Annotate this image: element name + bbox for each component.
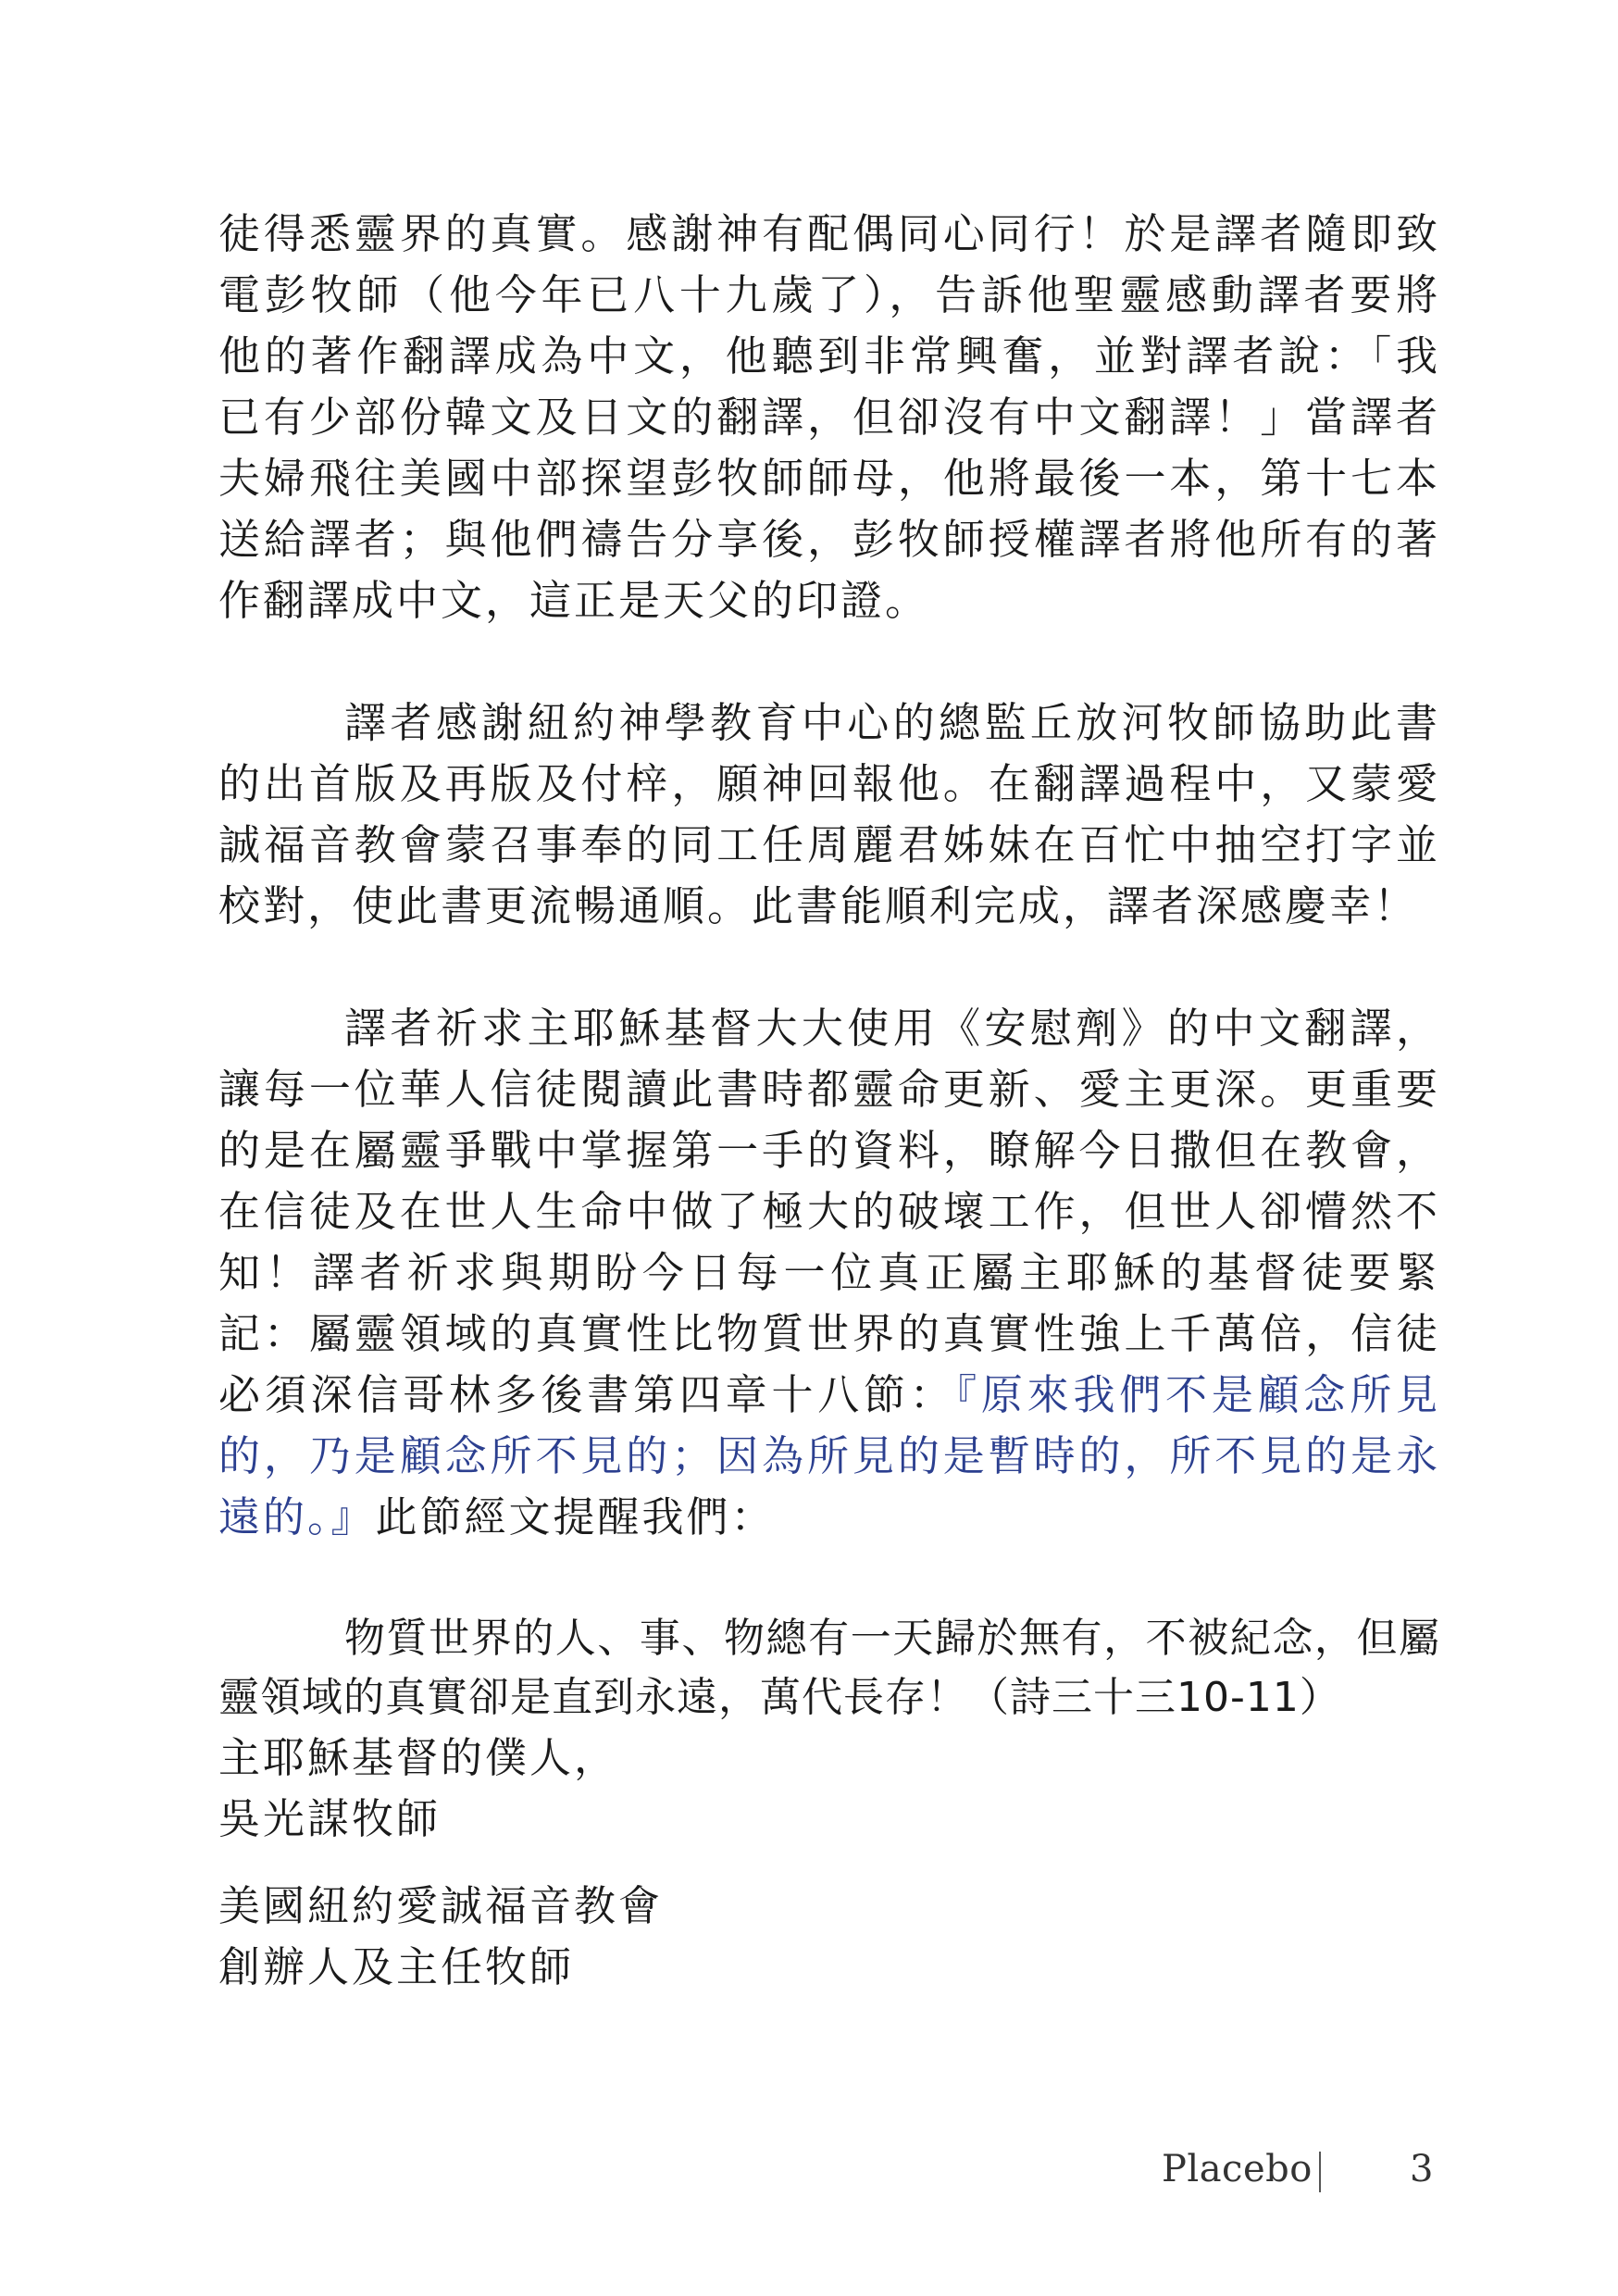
prayer-text: 譯者祈求主耶穌基督大大使用《安慰劑》的中文翻譯，讓每一位華人信徒閱讀此書時都靈命更新、愛主更深。更重要的是在屬靈爭戰中掌握第一手的資料，瞭解今日撒但在教會，在信徒及在世人生命中做了極大的破壞工作，但世人卻懵然不知！譯者祈求與期盼今日每一位真正屬主耶穌的基督徒要緊記：屬靈領域的真實性比物質世界的真實性強上千萬倍，信徒必須深信哥林多後書第四章十八節： <box>218 1004 1440 1419</box>
paragraph-reminder: 物質世界的人、事、物總有一天歸於無有，不被紀念，但屬靈領域的真實卻是直到永遠，萬代長存！（詩三十三10-11） <box>218 1615 1440 1721</box>
signature-role: 創辦人及主任牧師 <box>218 1942 575 1991</box>
scripture-quote: 『原來我們不是顧念所見的，乃是顧念所不見的；因為所見的是暫時的，所不見的是永遠的。』 <box>218 1370 1440 1541</box>
prayer-text-after: 此節經文提醒我們： <box>375 1492 776 1541</box>
paragraph-continuation: 徒得悉靈界的真實。感謝神有配偶同心同行！於是譯者隨即致電彭牧師（他今年已八十九歲了），告訴他聖靈感動譯者要將他的著作翻譯成為中文，他聽到非常興奮，並對譯者說：「我已有少部份韓文及日文的翻譯，但卻沒有中文翻譯！」當譯者夫婦飛往美國中部探望彭牧師師母，他將最後一本，第十七本送給譯者；與他們禱告分享後，彭牧師授權譯者將他所有的著作翻譯成中文，這正是天父的印證。 <box>218 209 1440 625</box>
paragraph-prayer <box>218 998 1440 1548</box>
page-footer <box>1162 2148 1439 2203</box>
footer-divider <box>1319 2152 1321 2192</box>
signature-closing: 主耶穌基督的僕人， <box>218 1733 619 1782</box>
page-body <box>218 204 1440 1998</box>
signature-name: 吳光謀牧師 <box>218 1794 442 1843</box>
page-number: 3 <box>1410 2148 1434 2190</box>
signature-church: 美國紐約愛誠福音教會 <box>218 1881 664 1930</box>
paragraph-acknowledgement: 譯者感謝紐約神學教育中心的總監丘放河牧師協助此書的出首版及再版及付梓，願神回報他。在翻譯過程中，又蒙愛誠福音教會蒙召事奉的同工任周麗君姊妹在百忙中抽空打字並校對，使此書更流暢通順。此書能順利完成，譯者深感慶幸！ <box>218 698 1440 930</box>
running-title: Placebo <box>1162 2148 1313 2190</box>
